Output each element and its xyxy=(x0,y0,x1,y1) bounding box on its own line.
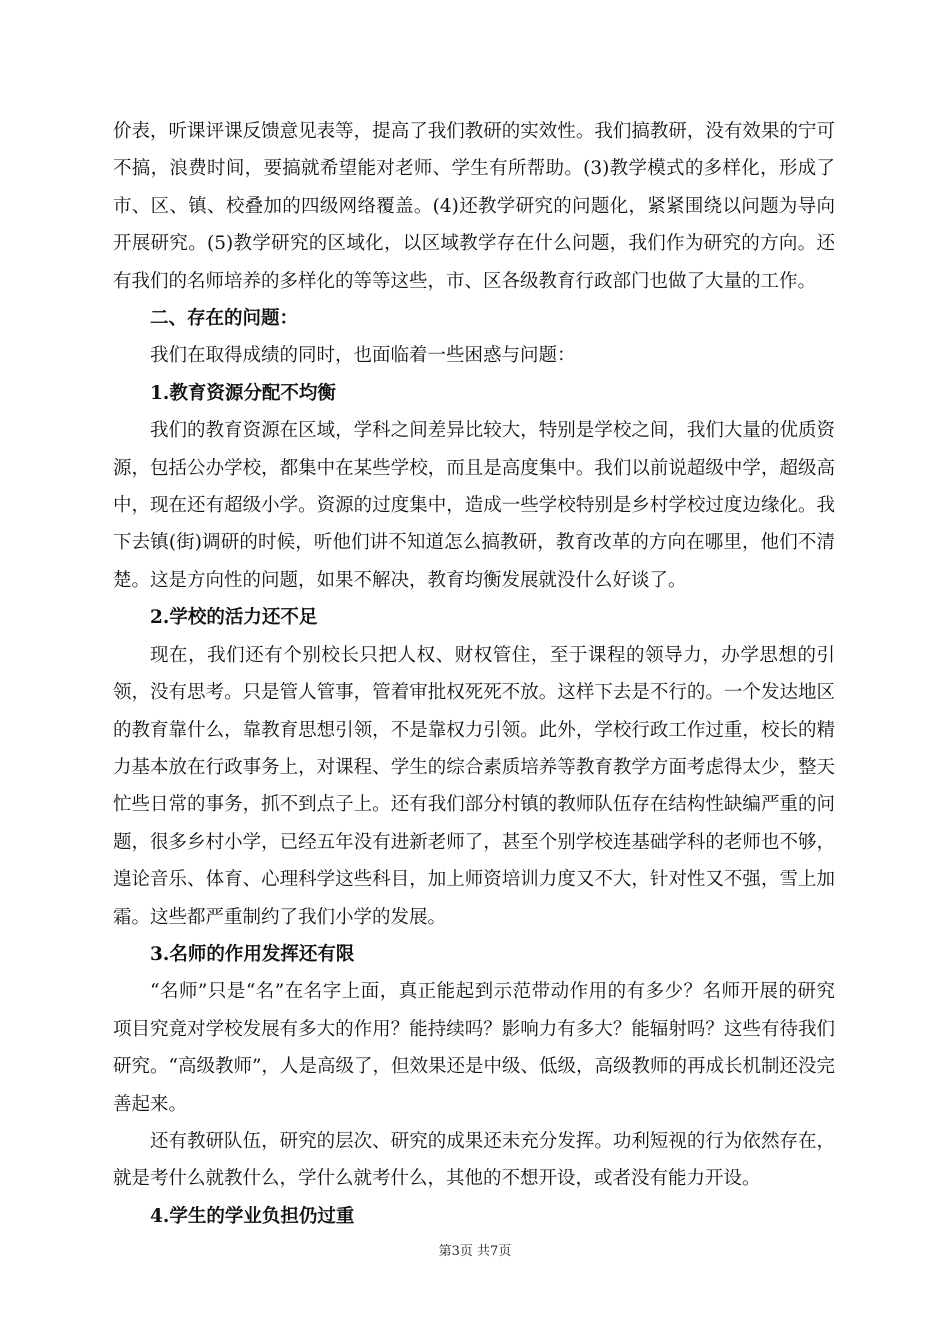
paragraph-continued: 价表，听课评课反馈意见表等，提高了我们教研的实效性。我们搞教研，没有效果的宁可不搞，浪费时间，要搞就希望能对老师、学生有所帮助。(3)教学模式的多样化，形成了市、区、镇、校叠加的四级网络覆盖。(4)还教学研究的问题化，紧紧围绕以问题为导向开展研究。(5)教学研究的区域化，以区域教学存在什么问题，我们作为研究的方向。还有我们的名师培养的多样化的等等这些，市、区各级教育行政部门也做了大量的工作。 xyxy=(113,121,835,292)
document-body xyxy=(113,113,835,1235)
section-heading-problems: 二、存在的问题： xyxy=(150,308,299,330)
paragraph-school-vitality: 现在，我们还有个别校长只把人权、财权管住，至于课程的领导力，办学思想的引领，没有思考。只是管人管事，管着审批权死死不放。这样下去是不行的。一个发达地区的教育靠什么，靠教育思想引领，不是靠权力引领。此外，学校行政工作过重，校长的精力基本放在行政事务上，对课程、学生的综合素质培养等教育教学方面考虑得太少，整天忙些日常的事务，抓不到点子上。还有我们部分村镇的教师队伍存在结构性缺编严重的问题，很多乡村小学，已经五年没有进新老师了，甚至个别学校连基础学科的老师也不够，遑论音乐、体育、心理科学这些科目，加上师资培训力度又不大，针对性又不强，雪上加霜。这些都严重制约了我们小学的发展。 xyxy=(113,644,835,928)
page-footer: 第3页 共7页 xyxy=(438,1244,512,1259)
subheading-3: 3.名师的作用发挥还有限 xyxy=(150,943,355,965)
paragraph-research-team: 还有教研队伍，研究的层次、研究的成果还未充分发挥。功利短视的行为依然存在，就是考什么就教什么，学什么就考什么，其他的不想开设，或者没有能力开设。 xyxy=(113,1130,835,1190)
paragraph-intro: 我们在取得成绩的同时，也面临着一些困惑与问题： xyxy=(150,345,576,367)
paragraph-resources: 我们的教育资源在区域，学科之间差异比较大，特别是学校之间，我们大量的优质资源，包括公办学校，都集中在某些学校，而且是高度集中。我们以前说超级中学，超级高中，现在还有超级小学。资源的过度集中，造成一些学校特别是乡村学校过度边缘化。我下去镇(街)调研的时候，听他们讲不知道怎么搞教研，教育改革的方向在哪里，他们不清楚。这是方向性的问题，如果不解决，教育均衡发展就没什么好谈了。 xyxy=(113,420,835,591)
subheading-2: 2.学校的活力还不足 xyxy=(150,607,318,629)
subheading-1: 1.教育资源分配不均衡 xyxy=(150,382,336,404)
subheading-4: 4.学生的学业负担仍过重 xyxy=(150,1205,355,1227)
paragraph-famous-teachers: “名师”只是“名”在名字上面，真正能起到示范带动作用的有多少？名师开展的研究项目究竟对学校发展有多大的作用？能持续吗？影响力有多大？能辐射吗？这些有待我们研究。“高级教师”，人是高级了，但效果还是中级、低级，高级教师的再成长机制还没完善起来。 xyxy=(113,981,835,1115)
